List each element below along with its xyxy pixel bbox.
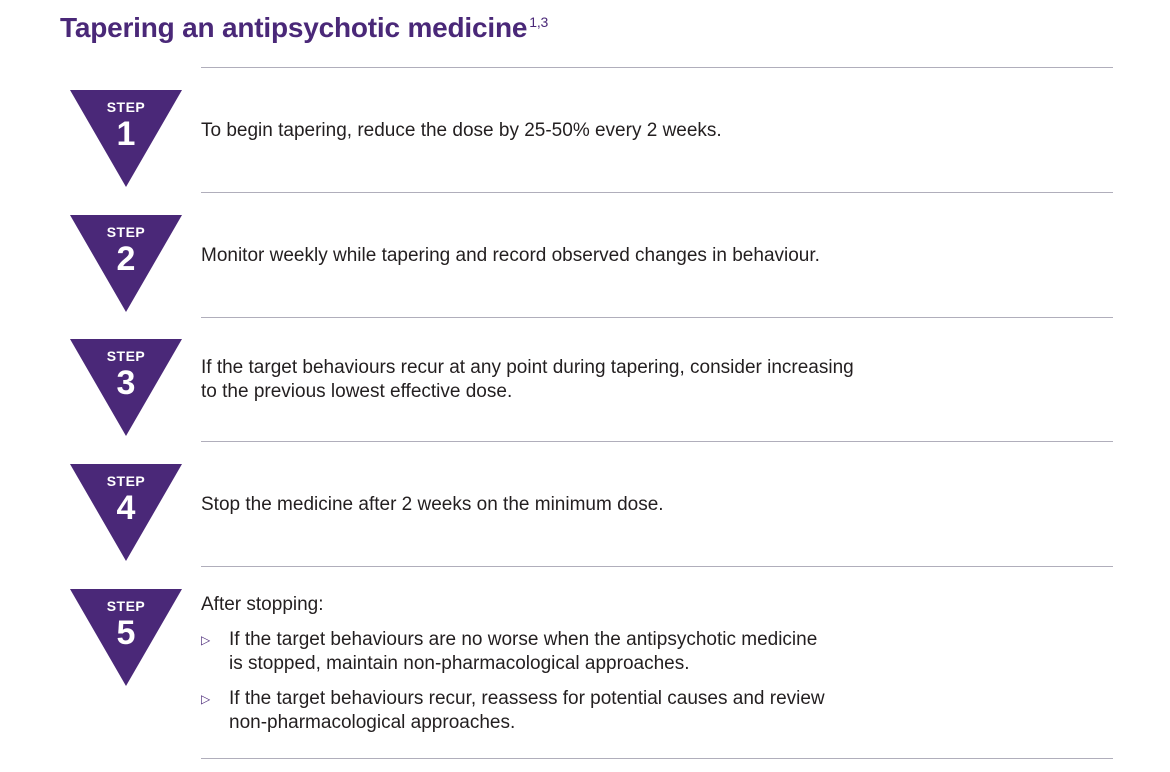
bullet-line: If the target behaviours recur, reassess for potential causes and review — [229, 688, 825, 709]
step-line: To begin tapering, reduce the dose by 25-50% every 2 weeks. — [201, 120, 722, 141]
step-label: STEP — [106, 99, 146, 115]
step-text — [201, 244, 820, 268]
triangle-bullet-icon: ▷ — [201, 633, 211, 647]
step-line: If the target behaviours recur at any point during tapering, consider increasing — [201, 357, 854, 378]
step-number: 5 — [116, 614, 136, 652]
step-badge — [70, 464, 182, 561]
step-line: After stopping: — [201, 594, 324, 615]
step-line: Monitor weekly while tapering and record observed changes in behaviour. — [201, 245, 820, 266]
divider — [201, 441, 1113, 442]
step-badge — [70, 215, 182, 312]
step-line: Stop the medicine after 2 weeks on the minimum dose. — [201, 494, 664, 515]
step-badge — [70, 90, 182, 187]
step-number: 2 — [116, 240, 136, 278]
divider — [201, 317, 1113, 318]
step-label: STEP — [106, 598, 146, 614]
triangle-bullet-icon: ▷ — [201, 692, 211, 706]
step-badge — [70, 339, 182, 436]
step-label: STEP — [106, 348, 146, 364]
step-number: 4 — [116, 489, 136, 527]
bullet-line: If the target behaviours are no worse when the antipsychotic medicine — [229, 629, 818, 650]
bullet-line: non-pharmacological approaches. — [229, 712, 516, 733]
step-text — [201, 356, 854, 404]
step-line: to the previous lowest effective dose. — [201, 381, 513, 402]
bullet-line: is stopped, maintain non-pharmacological approaches. — [229, 653, 690, 674]
title-citation: 1,3 — [529, 14, 549, 30]
step-label: STEP — [106, 224, 146, 240]
step-text — [201, 593, 324, 617]
divider — [201, 566, 1113, 567]
divider — [201, 758, 1113, 759]
step-number: 3 — [116, 364, 136, 402]
step-text — [201, 119, 722, 143]
step-text — [201, 493, 664, 517]
step-badge — [70, 589, 182, 686]
divider — [201, 67, 1113, 68]
title-text: Tapering an antipsychotic medicine — [60, 12, 528, 43]
step-number: 1 — [116, 115, 136, 153]
page-title — [60, 12, 548, 44]
step-label: STEP — [106, 473, 146, 489]
divider — [201, 192, 1113, 193]
